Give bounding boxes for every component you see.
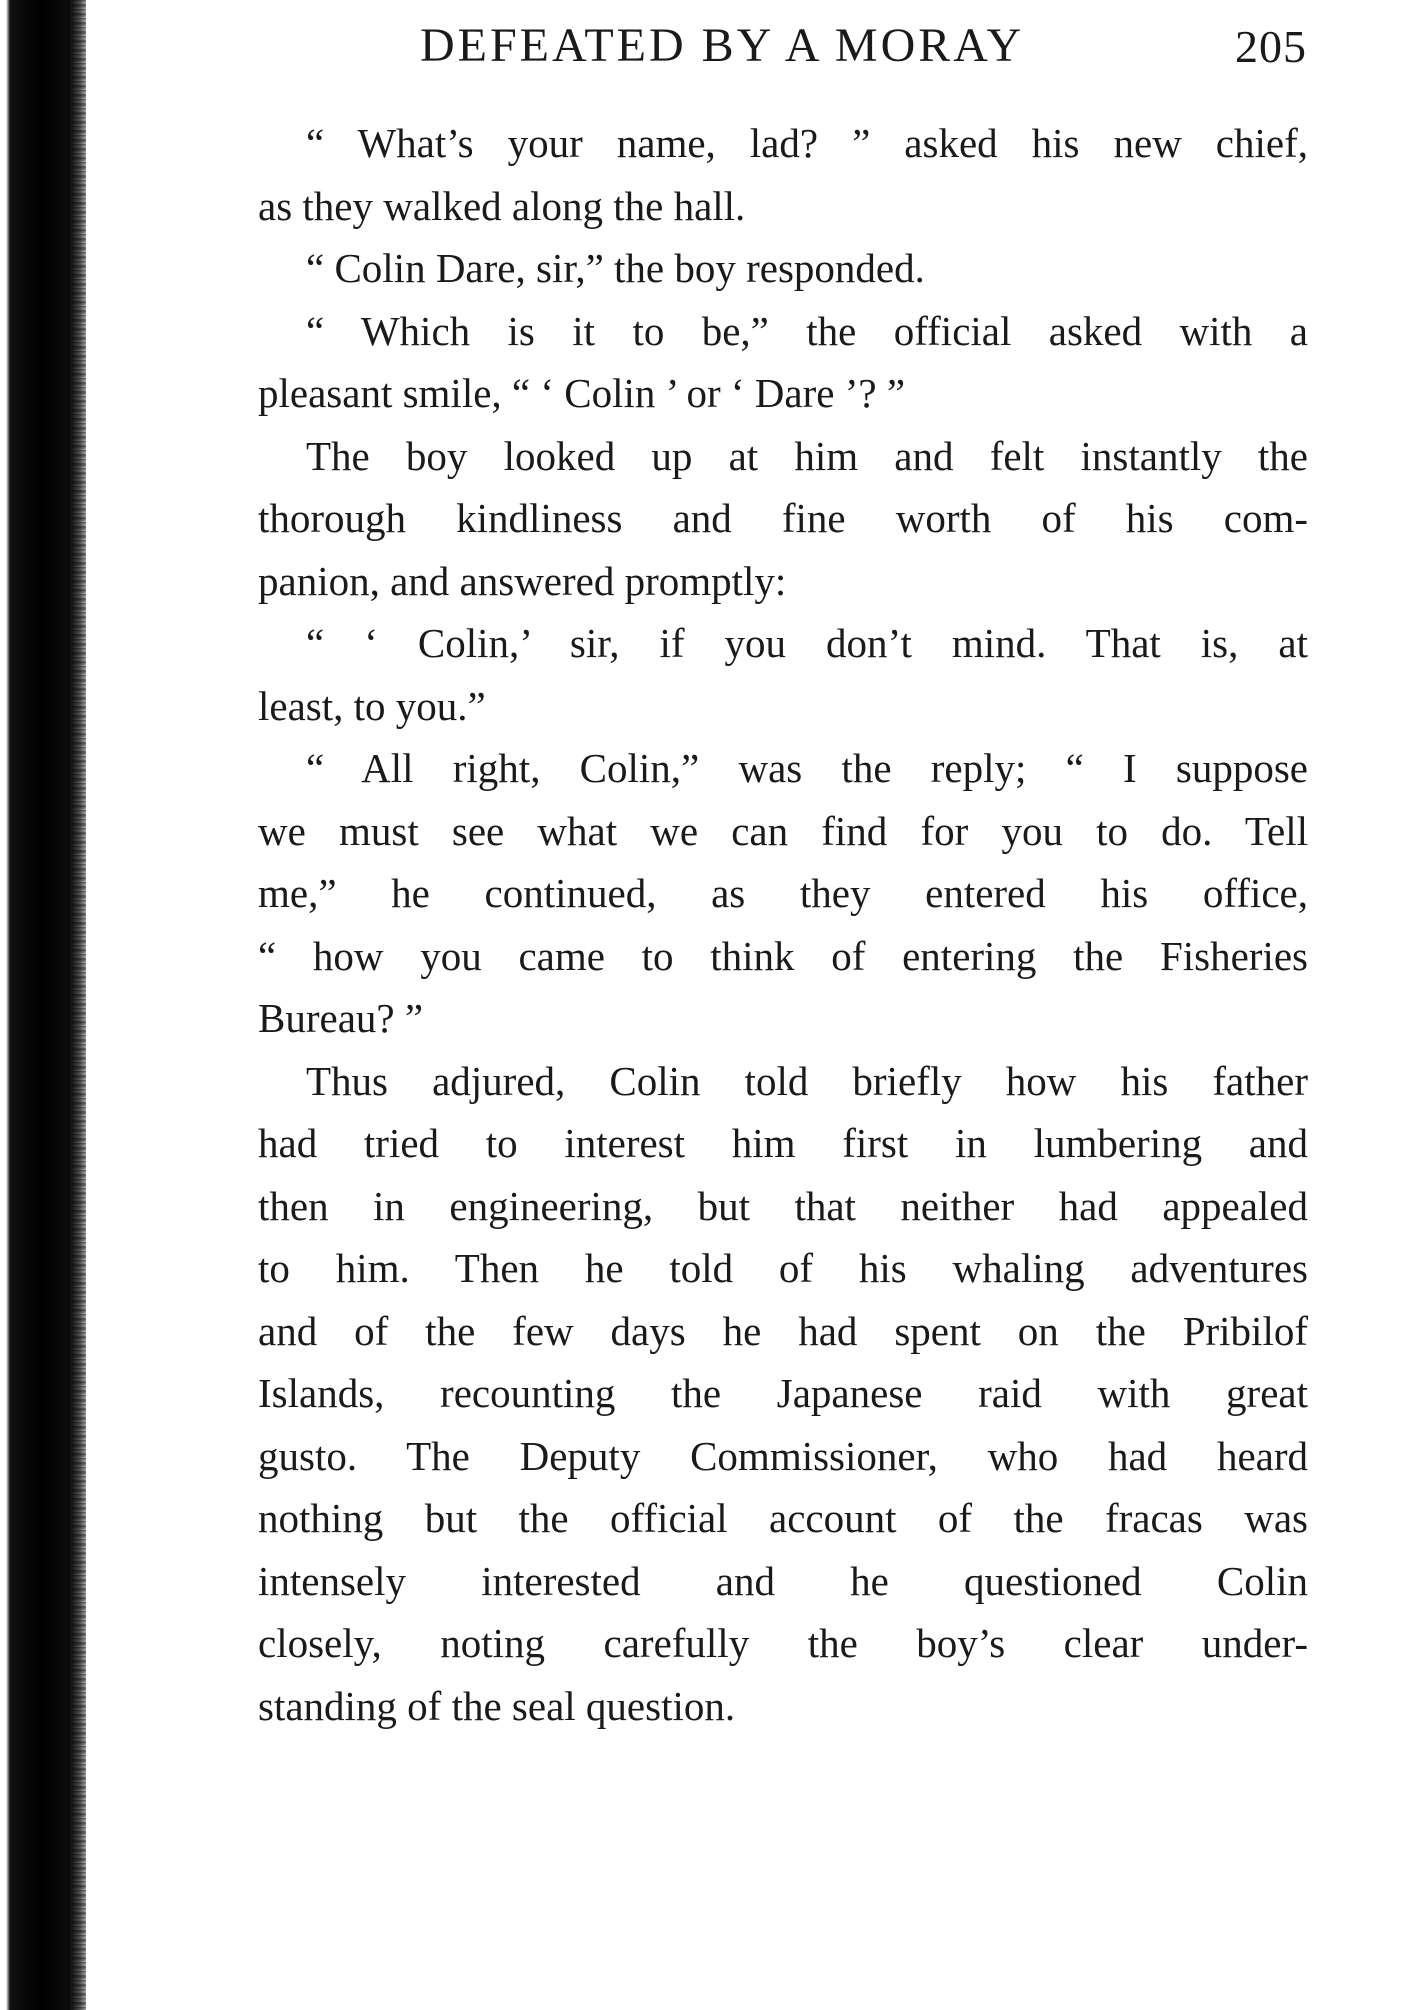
text-line: “ Colin Dare, sir,” the boy responded. (306, 245, 925, 291)
text-line: as they walked along the hall. (258, 182, 746, 229)
text-line: Bureau? ” (258, 995, 424, 1041)
text-line: intensely interested and he questioned Colin (258, 1557, 1308, 1604)
text-line: had tried to interest him first in lumbering and (258, 1120, 1308, 1166)
text-line: thorough kindliness and fine worth of his com- (258, 495, 1308, 541)
text-line: “ Which is it to be,” the official asked with a (306, 307, 1308, 354)
text-line: “ how you came to think of entering the Fisheries (258, 932, 1308, 979)
text-line: The boy looked up at him and felt instantly the (306, 432, 1308, 479)
text-line: closely, noting carefully the boy’s clear under- (258, 1620, 1308, 1666)
page-binding-edge (0, 0, 86, 2010)
text-line: least, to you.” (258, 682, 486, 729)
text-line: panion, and answered promptly: (258, 557, 787, 604)
running-head: DEFEATED BY A MORAY (420, 19, 1025, 72)
text-line: then in engineering, but that neither had appealed (258, 1182, 1308, 1229)
body-text (258, 112, 1308, 1737)
page-header (420, 18, 1320, 78)
text-line: Thus adjured, Colin told briefly how his father (306, 1057, 1308, 1104)
text-line: we must see what we can find for you to do. Tell (258, 807, 1308, 854)
text-line: Islands, recounting the Japanese raid with great (258, 1370, 1308, 1416)
text-line: pleasant smile, “ ‘ Colin ’ or ‘ Dare ’? ” (258, 370, 906, 416)
text-line: “ What’s your name, lad? ” asked his new chief, (306, 120, 1308, 166)
text-line: me,” he continued, as they entered his office, (258, 870, 1308, 916)
page-number: 205 (1235, 21, 1307, 72)
text-line: nothing but the official account of the fracas was (258, 1495, 1308, 1541)
text-line: to him. Then he told of his whaling adventures (258, 1245, 1308, 1291)
text-line: and of the few days he had spent on the Pribilof (258, 1307, 1308, 1354)
text-line: “ All right, Colin,” was the reply; “ I suppose (306, 745, 1308, 791)
text-line: gusto. The Deputy Commissioner, who had heard (258, 1432, 1308, 1479)
text-line: “ ‘ Colin,’ sir, if you don’t mind. That is, at (306, 620, 1308, 666)
text-line: standing of the seal question. (258, 1682, 736, 1729)
